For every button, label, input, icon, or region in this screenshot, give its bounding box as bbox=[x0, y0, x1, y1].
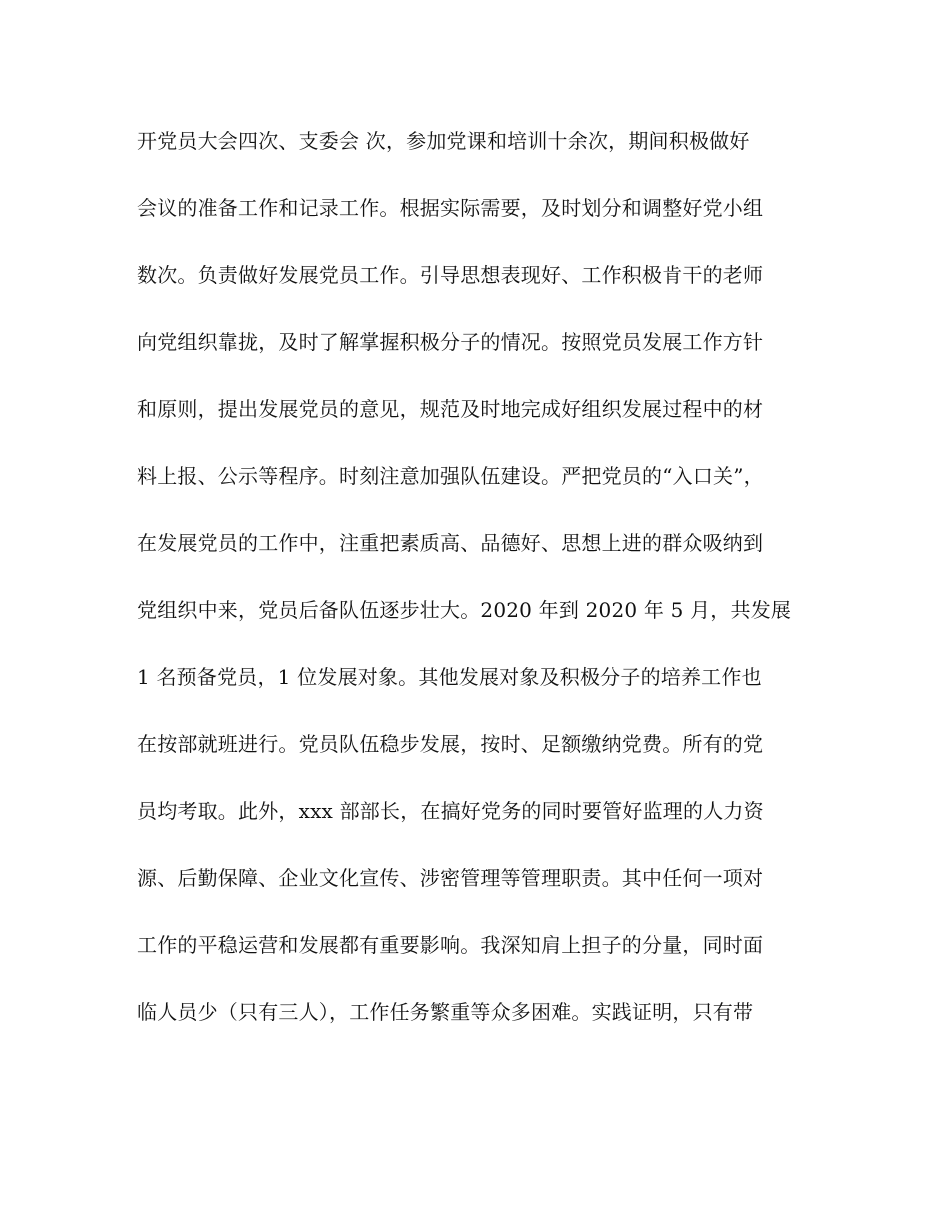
text-line: 和原则，提出发展党员的意见，规范及时地完成好组织发展过程中的材 bbox=[137, 397, 764, 421]
text-line: 1 名预备党员，1 位发展对象。其他发展对象及积极分子的培养工作也 bbox=[137, 665, 762, 689]
text-line: 向党组织靠拢，及时了解掌握积极分子的情况。按照党员发展工作方针 bbox=[137, 330, 764, 354]
text-line: 开党员大会四次、支委会 次，参加党课和培训十余次，期间积极做好 bbox=[137, 129, 750, 153]
text-line: 料上报、公示等程序。时刻注意加强队伍建设。严把党员的“入口关”， bbox=[137, 464, 764, 488]
text-line: 源、后勤保障、企业文化宣传、涉密管理等管理职责。其中任何一项对 bbox=[137, 866, 764, 890]
text-line: 工作的平稳运营和发展都有重要影响。我深知肩上担子的分量，同时面 bbox=[137, 933, 764, 957]
body-text bbox=[137, 121, 837, 1059]
text-line: 会议的准备工作和记录工作。根据实际需要，及时划分和调整好党小组 bbox=[137, 196, 764, 220]
text-line: 在发展党员的工作中，注重把素质高、品德好、思想上进的群众吸纳到 bbox=[137, 531, 764, 555]
text-line: 临人员少（只有三人），工作任务繁重等众多困难。实践证明，只有带 bbox=[137, 1000, 754, 1024]
text-line: 在按部就班进行。党员队伍稳步发展，按时、足额缴纳党费。所有的党 bbox=[137, 732, 764, 756]
text-line: 员均考取。此外，xxx 部部长，在搞好党务的同时要管好监理的人力资 bbox=[137, 799, 764, 823]
text-line: 数次。负责做好发展党员工作。引导思想表现好、工作积极肯干的老师 bbox=[137, 263, 764, 287]
text-line: 党组织中来，党员后备队伍逐步壮大。2020 年到 2020 年 5 月，共发展 bbox=[137, 598, 792, 622]
